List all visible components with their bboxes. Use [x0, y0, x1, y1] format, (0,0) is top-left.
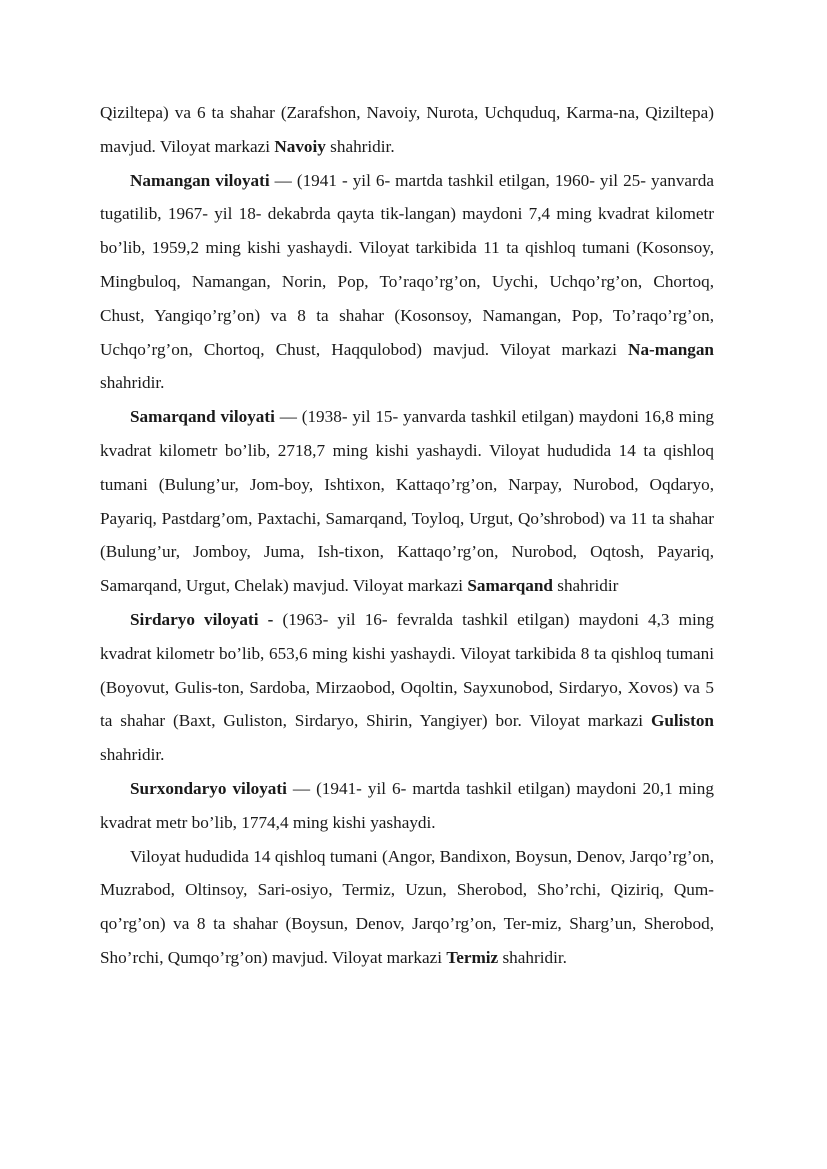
region-title-surxondaryo: Surxondaryo viloyati — [130, 778, 287, 798]
region-title-namangan: Namangan viloyati — [130, 170, 270, 190]
paragraph-samarqand — [100, 400, 714, 603]
paragraph-sirdaryo — [100, 603, 714, 772]
paragraph-text: shahridir. — [100, 745, 165, 765]
paragraph-text: — (1938- yil 15- yanvarda tashkil etilgan) maydoni 16,8 ming kvadrat kilometr bo’lib, 2718,7 ming kishi yashaydi. Viloyat hududida 14 ta qishloq tumani (Bulung’ur, Jom-boy, Ishtixon, Kattaqo’rg’on, Narpay, Nurobod, Oqdaryo, Payariq, Pastdarg’om, Paxtachi, Samarqand, Toyloq, Urgut, Qo’shrobod) va 11 ta shahar (Bulung’ur, Jomboy, Juma, Ish-tixon, Kattaqo’rg’on, Nurobod, Oqtosh, Payariq, Samarqand, Urgut, Chelak) mavjud. Viloyat markazi — [100, 407, 715, 596]
paragraph-text: (1963- yil 16- fevralda tashkil etilgan) maydoni 4,3 ming kvadrat kilometr bo’lib, 653,6 ming kishi yashaydi. Viloyat tarkibida 8 ta qishloq tumani (Boyovut, Gulis-ton, Sardoba, Mirzaobod, Oqoltin, Sayxunobod, Sirdaryo, Xovos) va 5 ta shahar (Baxt, Guliston, Sirdaryo, Shirin, Yangiyer) bor. Viloyat markazi — [100, 609, 714, 731]
city-name-termiz: Termiz — [446, 947, 499, 967]
region-title-samarqand: Samarqand viloyati — [130, 407, 275, 427]
paragraph-text: shahridir. — [325, 136, 395, 156]
paragraph-text: Qiziltepa) va 6 ta shahar (Zarafshon, Navoiy, Nurota, Uchquduq, Karma-na, Qiziltepa) mavjud. Viloyat markazi — [100, 103, 714, 156]
city-name-guliston: Guliston — [650, 711, 714, 731]
city-name-samarqand: Samarqand — [467, 576, 553, 596]
paragraph-text: shahridir — [552, 576, 619, 596]
paragraph-text: shahridir. — [498, 947, 567, 967]
city-name-namangan: Na-mangan — [628, 339, 714, 359]
document-page — [100, 96, 714, 975]
paragraph-text: — (1941 - yil 6- martda tashkil etilgan, 1960- yil 25- yanvarda tugatilib, 1967- yil 18- dekabrda qayta tik-langan) maydoni 7,4 ming kvadrat kilometr bo’lib, 1959,2 ming kishi yashaydi. Viloyat tarkibida 11 ta qishloq tumani (Kosonsoy, Mingbuloq, Namangan, Norin, Pop, To’raqo’rg’on, Uychi, Uchqo’rg’on, Chortoq, Chust, Yangiqo’rg’on) va 8 ta shahar (Kosonsoy, Namangan, Pop, To’raqo’rg’on, Uchqo’rg’on, Chortoq, Chust, Haqqulobod) mavjud. Viloyat markazi — [100, 170, 714, 359]
paragraph-surxondaryo — [100, 772, 714, 840]
paragraph-text: Viloyat hududida 14 qishloq tumani (Angor, Bandixon, Boysun, Denov, Jarqo’rg’on, Muzrabod, Oltinsoy, Sari-osiyo, Termiz, Uzun, Sherobod, Sho’rchi, Qiziriq, Qum-qo’rg’on) va 8 ta shahar (Boysun, Denov, Jarqo’rg’on, Ter-miz, Sharg’un, Sherobod, Sho’rchi, Qumqo’rg’on) mavjud. Viloyat markazi — [100, 846, 714, 967]
paragraph-namangan — [100, 164, 714, 401]
paragraph-surxondaryo-continuation — [100, 840, 714, 975]
paragraph-text: — (1941- yil 6- martda tashkil etilgan) maydoni 20,1 ming kvadrat metr bo’lib, 1774,4 ming kishi yashaydi. — [100, 778, 714, 832]
city-name-navoiy: Navoiy — [274, 136, 326, 156]
paragraph-navoiy-continuation — [100, 96, 714, 164]
paragraph-text: shahridir. — [100, 373, 165, 393]
region-title-sirdaryo: Sirdaryo viloyati - — [130, 609, 274, 629]
